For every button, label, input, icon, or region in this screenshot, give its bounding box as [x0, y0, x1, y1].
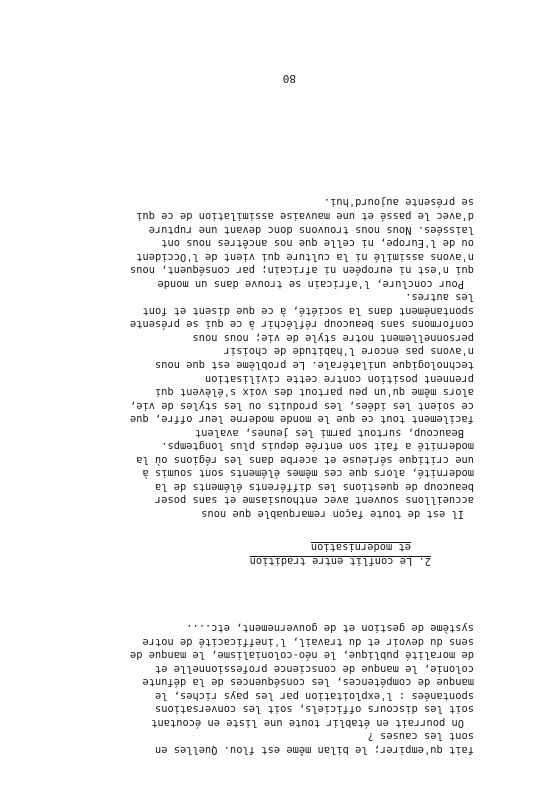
text-line: accueillons souvent avec enthousiasme et sans poser	[154, 494, 474, 507]
text-line: Il est de toute façon remarquable que nous	[201, 508, 464, 520]
text-line: système de gestion et de gouvernement, etc....	[186, 622, 474, 635]
text-line: Beaucoup, surtout parmi les jeunes, avalent	[195, 426, 464, 439]
text-line: beaucoup de questions les différents éléments de la	[154, 480, 474, 493]
text-line: prennent position contre cette civilisation	[205, 372, 474, 385]
text-line: spontanément dans la société, à ce que disent et font	[142, 304, 474, 317]
text-line: technologique unilatérale. Le problème est que nous	[154, 358, 474, 371]
text-line: Pour conclure, l'africain se trouve dans un monde	[157, 277, 464, 290]
text-line: personnellement notre style de vie; nous nous	[192, 331, 474, 344]
text-line: les autres.	[405, 291, 474, 304]
text-line: se présente aujourd'hui.	[323, 196, 474, 209]
text-line: laissées. Nous nous trouvons donc devant une rupture	[148, 223, 474, 236]
text-line: manque de compétences, les conséquences de la défunte	[142, 676, 474, 689]
text-line: de moralité publique, le néo-colonialisme, le manque de	[129, 649, 474, 662]
section-heading-line2: et modernisation	[310, 541, 411, 554]
text-line: fait qu'empirer; le bilan même est flou. Quelles en	[154, 744, 474, 756]
text-line: sont les causes ?	[367, 730, 474, 743]
text-line: une critique sérieuse et acerbe dans les régions où la	[136, 453, 474, 466]
text-line: ou de l'Europe, ni celle que nos ancêtres nous ont	[161, 237, 474, 250]
text-line: soit les discours officiels, soit les conversations	[154, 703, 474, 716]
text-line: n'avons assimilé ni la culture qui vient de l'Occident	[136, 250, 474, 263]
text-line: On pourrait en établir toute une liste en écoutant	[151, 716, 464, 729]
text-line: modernité, alors que ces mêmes éléments sont soumis à	[142, 467, 474, 480]
text-line: ce soient les idées, les produits ou les styles de vie,	[129, 399, 474, 412]
text-line: spontanées : l'exploitation par les pays riches, le	[154, 689, 474, 702]
text-line: facilement tout ce que le monde moderne leur offre, que	[129, 413, 474, 426]
text-line: colonie, le manque de conscience professionnelle et	[154, 662, 474, 675]
section-heading-line1: 2. Le conflit entre tradition	[249, 555, 431, 567]
text-line: alors même qu'un peu partout des voix s'élèvent qui	[154, 386, 474, 399]
page-number: 80	[282, 72, 296, 85]
text-line: sens du devoir et du travail, l'inefficacité de notre	[142, 635, 474, 648]
paragraph-causes	[82, 621, 474, 756]
text-line: d'avec le passé et une mauvaise assimilation de ce qui	[136, 209, 474, 222]
section-heading	[250, 540, 431, 567]
text-line: conformons sans beaucoup réfléchir à ce qui se présente	[129, 318, 474, 331]
text-line: qui n'est ni européen ni africain; par conséquent, nous	[129, 264, 474, 277]
text-line: modernité a fait son entrée depuis plus longtemps.	[161, 440, 474, 453]
paragraph-conflict	[82, 195, 474, 520]
text-line: n'avons pas encore l'habitude de choisir	[223, 345, 474, 358]
